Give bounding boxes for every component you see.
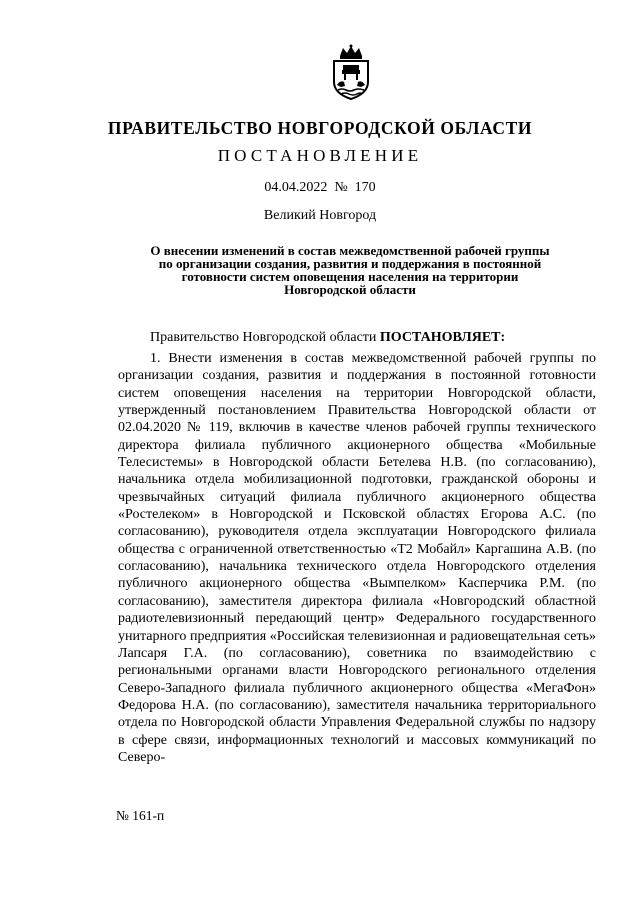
document-number: 170	[354, 180, 376, 195]
city: Великий Новгород	[263, 208, 377, 223]
subject-line: О внесении изменений в состав межведомственной рабочей группы	[150, 243, 550, 258]
paragraph-1: 1. Внести изменения в состав межведомственной рабочей группы по организации создания, развития и поддержания в постоянной готовности систем оповещения населения на территории Новгородской области, утвержденный постановлением Правительства Новгородской области от 02.04.2020 № 119, включив в качестве членов рабочей группы технического директора филиала публичного акционерного общества «Мобильные Телесистемы» в Новгородской области Бетелева Н.В. (по согласованию), начальника отдела мобилизационной подготовки, гражданской обороны и чрезвычайных ситуаций филиала публичного акционерного общества «Ростелеком» в Новгородской и Псковской областях Егорова А.С. (по согласованию), руководителя отдела эксплуатации Новгородского филиала общества с ограниченной ответственностью «Т2 Мобайл» Каргашина А.В. (по согласованию), начальника технического отдела Новгородского отделения публичного акционерного общества «Вымпелком» Касперчика Р.М. (по согласованию), заместителя директора филиала «Новгородский областной радиотелевизионный передающий центр» Федерального государственного унитарного предприятия «Российская телевизионная и радиовещательная сеть» Лапсаря Г.А. (по согласованию), советника по взаимодействию с региональными органами власти Новгородского регионального отделения Северо-Западного филиала публичного акционерного общества «МегаФон» Федорова Н.А. (по согласованию), заместителя начальника территориального отдела по Новгородской области Управления Федеральной службы по надзору в сфере связи, информационных технологий и массовых коммуникаций по Северо-	[118, 351, 596, 765]
resolution-intro	[150, 330, 505, 346]
novgorod-coat-of-arms-icon	[328, 44, 374, 100]
subject-line: Новгородской области	[284, 282, 416, 297]
subject-line: по организации создания, развития и поддержания в постоянной	[158, 256, 542, 271]
number-sign: №	[334, 180, 348, 195]
intro-decree-word: ПОСТАНОВЛЯЕТ:	[379, 330, 506, 345]
document-date: 04.04.2022	[264, 180, 328, 195]
document-type: ПОСТАНОВЛЕНИЕ	[217, 146, 423, 165]
intro-text: Правительство Новгородской области	[150, 330, 380, 345]
subject-line: готовности систем оповещения населения на территории	[181, 269, 519, 284]
date-number-line	[0, 180, 640, 196]
document-code: № 161-п	[116, 808, 165, 823]
government-title: ПРАВИТЕЛЬСТВО НОВГОРОДСКОЙ ОБЛАСТИ	[107, 118, 533, 138]
document-subject	[130, 244, 570, 296]
